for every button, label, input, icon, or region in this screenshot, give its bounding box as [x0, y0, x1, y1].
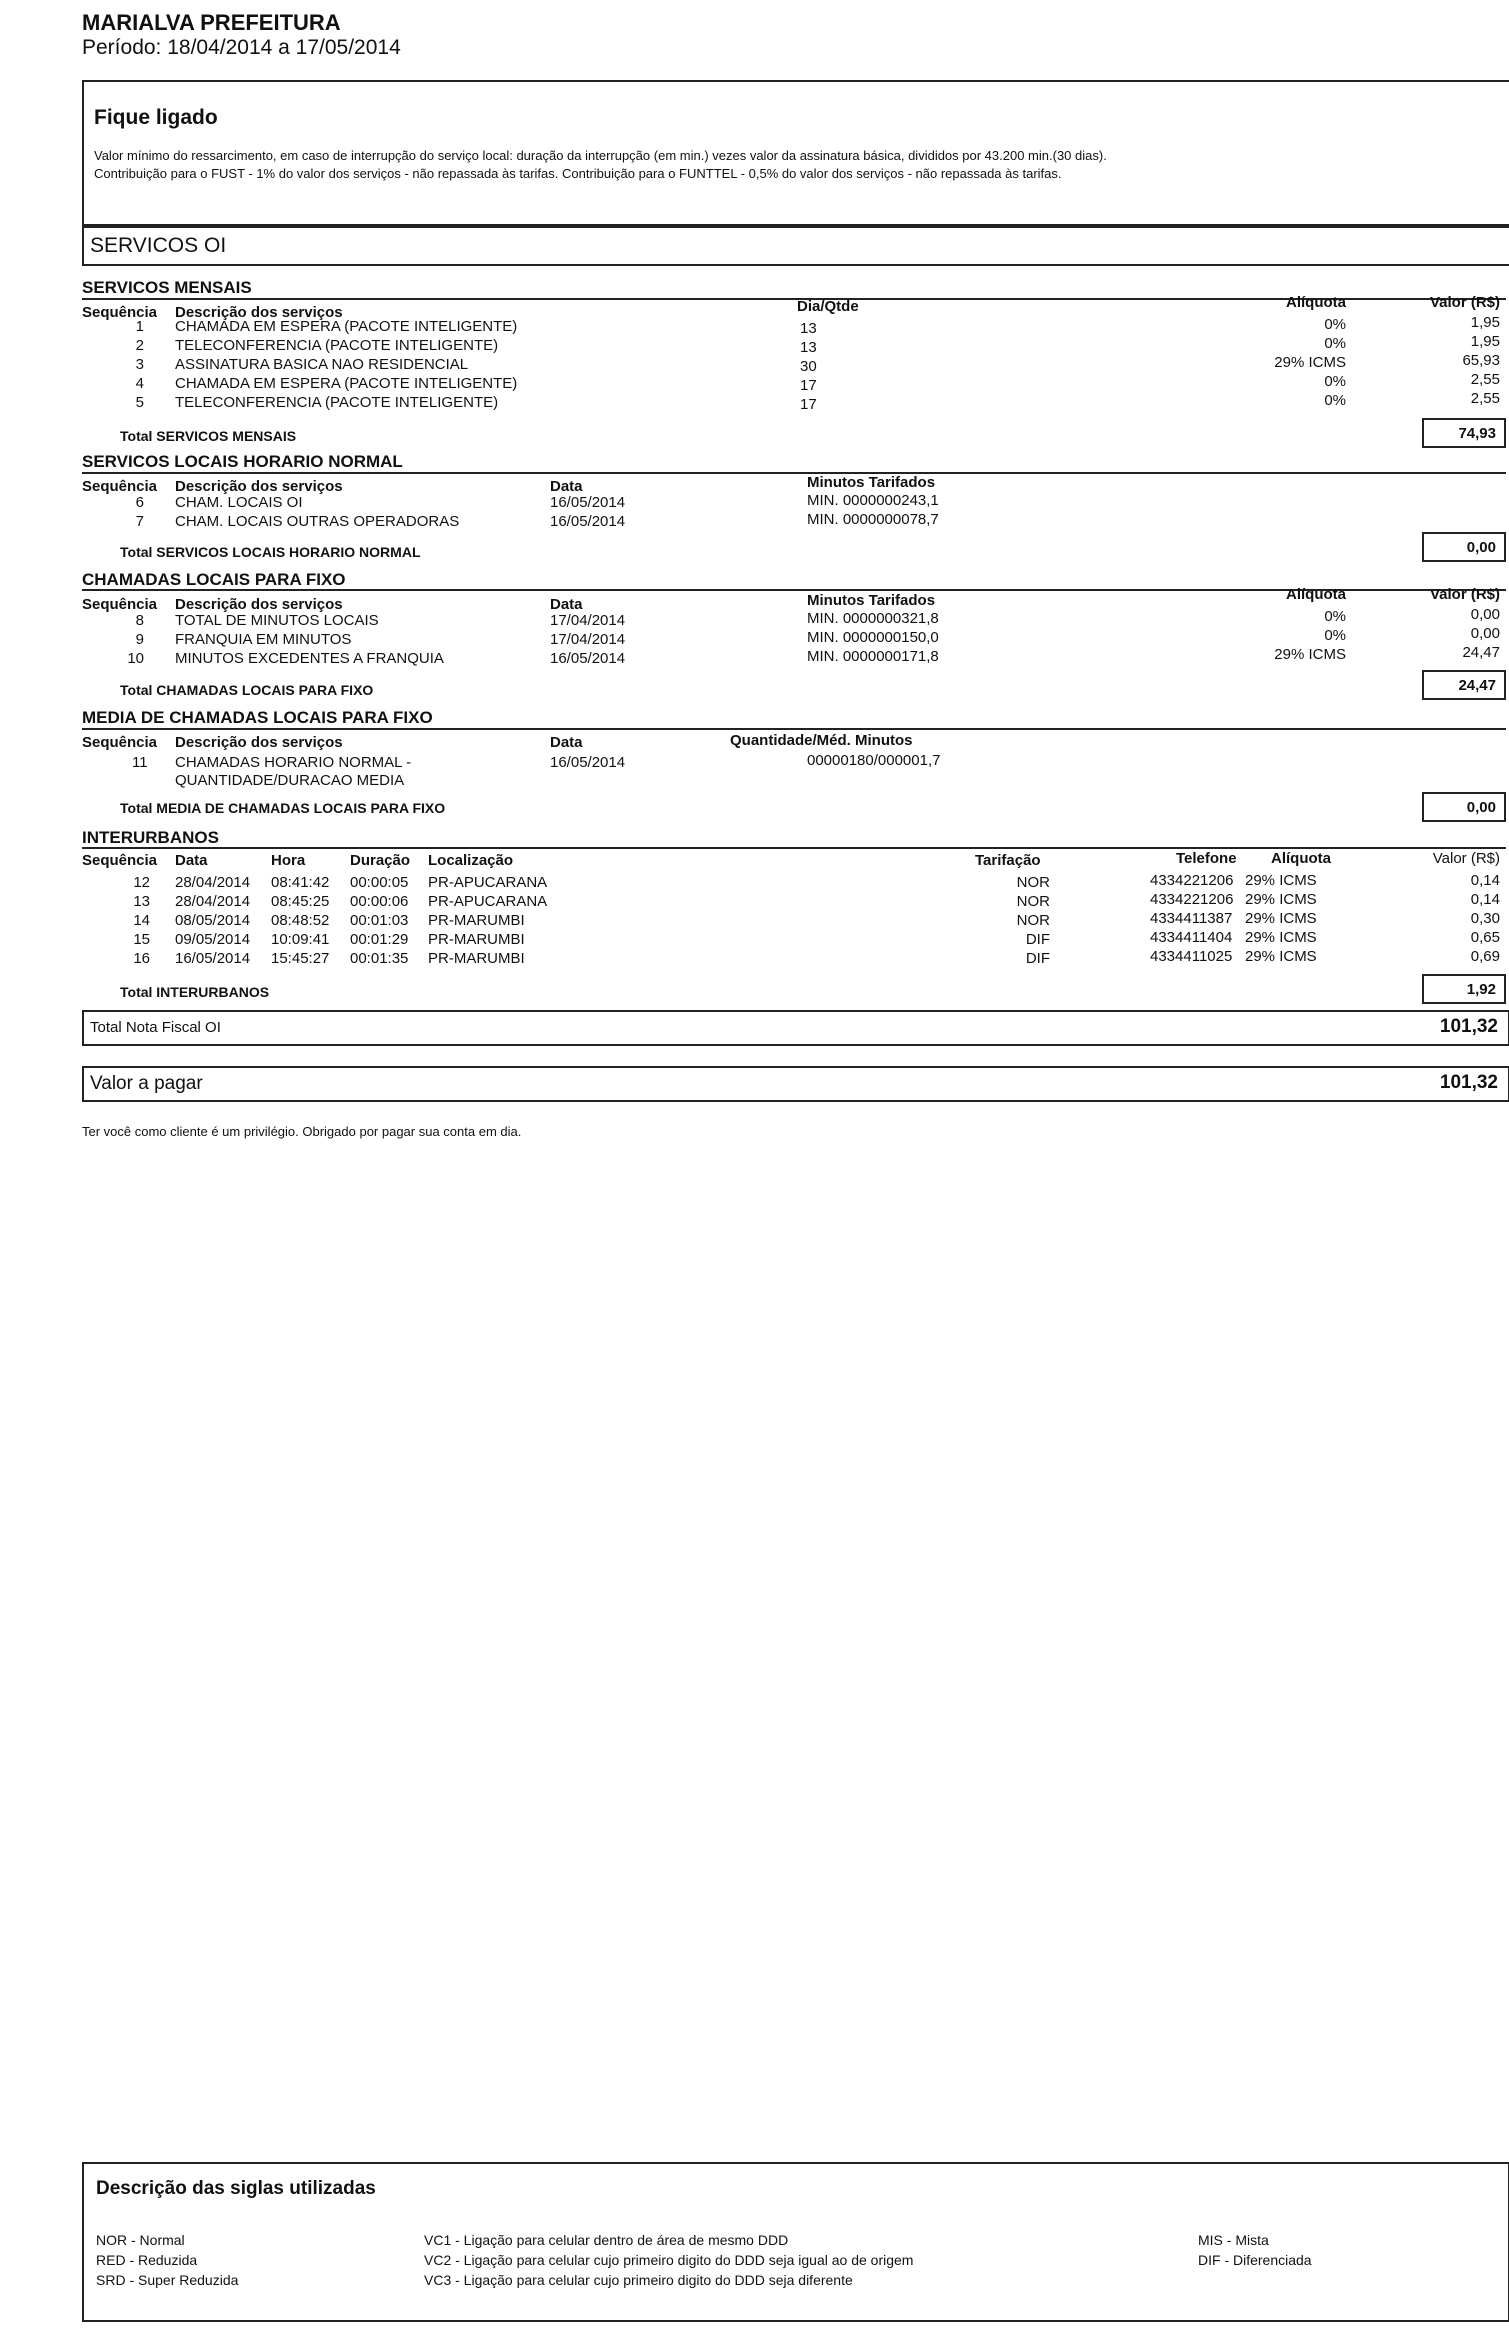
- row-desc: FRANQUIA EM MINUTOS: [175, 631, 352, 648]
- col-header-seq: Sequência: [82, 478, 158, 495]
- col-header-aliq: Alíquota: [1286, 586, 1346, 603]
- mensais-total-value: 74,93: [1422, 418, 1506, 448]
- interurbanos-title: INTERURBANOS: [82, 828, 219, 847]
- row-desc: MINUTOS EXCEDENTES A FRANQUIA: [175, 650, 444, 667]
- locais-normal-total-value: 0,00: [1422, 532, 1506, 562]
- fique-ligado-line1: Valor mínimo do ressarcimento, em caso de interrupção do serviço local: duração da interrupção (em min.) vezes valor da assinatura básica, divididos por 43.200 min.(30 dias).: [94, 148, 1107, 163]
- col-header-valor: Valor (R$): [1432, 850, 1500, 867]
- sigla-item: DIF - Diferenciada: [1198, 2252, 1312, 2268]
- thank-you-message: Ter você como cliente é um privilégio. Obrigado por pagar sua conta em dia.: [82, 1124, 522, 1139]
- locais-fixo-total-label: Total CHAMADAS LOCAIS PARA FIXO: [120, 682, 374, 698]
- row-telefone: 4334411387: [1150, 910, 1233, 927]
- row-hora: 10:09:41: [271, 931, 330, 948]
- total-nota-label: Total Nota Fiscal OI: [90, 1019, 221, 1036]
- row-valor: 1,95: [1470, 333, 1500, 350]
- row-seq: 10: [127, 650, 144, 667]
- row-seq: 16: [133, 950, 150, 967]
- media-title: MEDIA DE CHAMADAS LOCAIS PARA FIXO: [82, 708, 433, 727]
- row-duracao: 00:01:29: [350, 931, 409, 948]
- row-qtde: 17: [800, 377, 817, 394]
- row-seq: 14: [133, 912, 150, 929]
- company-name: MARIALVA PREFEITURA: [82, 10, 341, 35]
- row-valor: 0,00: [1470, 625, 1500, 642]
- row-valor: 24,47: [1462, 644, 1500, 661]
- locais-fixo-title: CHAMADAS LOCAIS PARA FIXO: [82, 570, 346, 589]
- sigla-item: RED - Reduzida: [96, 2252, 198, 2268]
- sigla-item: NOR - Normal: [96, 2232, 185, 2248]
- row-aliq: 29% ICMS: [1245, 910, 1317, 927]
- row-hora: 08:48:52: [271, 912, 330, 929]
- row-desc: CHAMADA EM ESPERA (PACOTE INTELIGENTE): [175, 318, 518, 335]
- row-desc: TELECONFERENCIA (PACOTE INTELIGENTE): [175, 394, 499, 411]
- row-valor: 2,55: [1470, 390, 1500, 407]
- row-data: 16/05/2014: [550, 494, 626, 511]
- row-duracao: 00:00:06: [350, 893, 409, 910]
- siglas-col2: [424, 2230, 913, 2290]
- billing-period: Período: 18/04/2014 a 17/05/2014: [82, 36, 401, 59]
- row-valor: 65,93: [1462, 352, 1500, 369]
- col-header-duracao: Duração: [350, 852, 411, 869]
- servicos-oi-title: SERVICOS OI: [90, 234, 227, 257]
- row-aliq: 29% ICMS: [1274, 354, 1346, 371]
- row-aliq: 29% ICMS: [1245, 948, 1317, 965]
- row-seq: 13: [133, 893, 150, 910]
- row-minutos: MIN. 0000000243,1: [807, 492, 939, 509]
- row-valor: 0,65: [1470, 929, 1500, 946]
- fique-ligado-box: [82, 80, 1509, 226]
- siglas-col1: [96, 2230, 238, 2290]
- valor-a-pagar-value: 101,32: [1439, 1072, 1498, 1093]
- row-telefone: 4334221206: [1150, 872, 1234, 889]
- valor-a-pagar-label: Valor a pagar: [90, 1073, 203, 1094]
- col-header-desc: Descrição dos serviços: [175, 596, 343, 613]
- row-qtde: 30: [800, 358, 817, 375]
- row-aliq: 0%: [1324, 392, 1346, 409]
- row-minutos: MIN. 0000000078,7: [807, 511, 939, 528]
- media-desc-1: CHAMADAS HORARIO NORMAL -: [175, 754, 412, 771]
- media-seq: 11: [132, 754, 148, 771]
- col-header-valor: Valor (R$): [1429, 586, 1500, 603]
- row-data: 09/05/2014: [175, 931, 251, 948]
- col-header-valor: Valor (R$): [1429, 294, 1500, 311]
- row-localizacao: PR-APUCARANA: [428, 893, 548, 910]
- media-data: 16/05/2014: [550, 754, 626, 771]
- fique-ligado-title: Fique ligado: [94, 106, 218, 129]
- col-header-seq: Sequência: [82, 852, 158, 869]
- sigla-item: SRD - Super Reduzida: [96, 2272, 239, 2288]
- row-aliq: 0%: [1324, 627, 1346, 644]
- row-seq: 7: [135, 513, 144, 530]
- row-aliq: 29% ICMS: [1245, 929, 1317, 946]
- row-valor: 2,55: [1470, 371, 1500, 388]
- row-desc: TOTAL DE MINUTOS LOCAIS: [175, 612, 379, 629]
- siglas-col3: [1198, 2230, 1312, 2270]
- row-hora: 08:45:25: [271, 893, 330, 910]
- row-aliq: 29% ICMS: [1274, 646, 1346, 663]
- divider: [82, 728, 1506, 730]
- col-header-telefone: Telefone: [1176, 850, 1237, 867]
- media-qtd: 00000180/000001,7: [807, 752, 941, 769]
- row-tarifacao: DIF: [1025, 931, 1050, 948]
- row-tarifacao: DIF: [1025, 950, 1050, 967]
- row-seq: 9: [135, 631, 144, 648]
- interurbanos-total-value: 1,92: [1422, 974, 1506, 1004]
- row-telefone: 4334411025: [1150, 948, 1233, 965]
- col-header-data: Data: [550, 478, 583, 495]
- col-header-data: Data: [550, 734, 583, 751]
- media-total-label: Total MEDIA DE CHAMADAS LOCAIS PARA FIXO: [120, 800, 446, 816]
- row-seq: 4: [135, 375, 144, 392]
- row-localizacao: PR-APUCARANA: [428, 874, 548, 891]
- row-minutos: MIN. 0000000150,0: [807, 629, 939, 646]
- row-data: 08/05/2014: [175, 912, 251, 929]
- row-localizacao: PR-MARUMBI: [428, 931, 525, 948]
- total-nota-fiscal-box: [82, 1010, 1509, 1046]
- row-data: 28/04/2014: [175, 893, 251, 910]
- row-hora: 08:41:42: [271, 874, 330, 891]
- col-header-data: Data: [175, 852, 208, 869]
- row-seq: 5: [135, 394, 144, 411]
- col-header-desc: Descrição dos serviços: [175, 734, 343, 751]
- row-duracao: 00:00:05: [350, 874, 409, 891]
- col-header-tarifacao: Tarifação: [975, 852, 1041, 869]
- valor-a-pagar-box: [82, 1066, 1509, 1102]
- row-aliq: 29% ICMS: [1245, 872, 1317, 889]
- locais-normal-title: SERVICOS LOCAIS HORARIO NORMAL: [82, 452, 403, 471]
- locais-fixo-total-value: 24,47: [1422, 670, 1506, 700]
- col-header-localizacao: Localização: [428, 852, 514, 869]
- col-header-min: Minutos Tarifados: [807, 592, 936, 609]
- row-data: 16/05/2014: [175, 950, 251, 967]
- col-header-hora: Hora: [271, 852, 306, 869]
- row-desc: CHAM. LOCAIS OUTRAS OPERADORAS: [175, 513, 460, 530]
- row-valor: 0,00: [1470, 606, 1500, 623]
- row-desc: CHAM. LOCAIS OI: [175, 494, 303, 511]
- row-aliq: 0%: [1324, 608, 1346, 625]
- row-duracao: 00:01:03: [350, 912, 409, 929]
- siglas-title: Descrição das siglas utilizadas: [96, 2178, 376, 2199]
- col-header-desc: Descrição dos serviços: [175, 478, 343, 495]
- col-header-data: Data: [550, 596, 583, 613]
- row-seq: 15: [133, 931, 150, 948]
- row-telefone: 4334411404: [1150, 929, 1233, 946]
- sigla-item: VC3 - Ligação para celular cujo primeiro digito do DDD seja diferente: [424, 2272, 853, 2288]
- divider: [82, 472, 1506, 474]
- row-aliq: 0%: [1324, 335, 1346, 352]
- row-valor: 0,14: [1470, 872, 1500, 889]
- row-tarifacao: NOR: [1016, 912, 1050, 929]
- row-seq: 2: [135, 337, 144, 354]
- row-qtde: 13: [800, 320, 817, 337]
- row-minutos: MIN. 0000000171,8: [807, 648, 939, 665]
- sigla-item: VC1 - Ligação para celular dentro de área de mesmo DDD: [424, 2232, 789, 2248]
- col-header-aliq: Alíquota: [1271, 850, 1331, 867]
- row-data: 16/05/2014: [550, 650, 626, 667]
- row-seq: 1: [135, 318, 144, 335]
- col-header-seq: Sequência: [82, 304, 158, 321]
- row-data: 16/05/2014: [550, 513, 626, 530]
- row-desc: TELECONFERENCIA (PACOTE INTELIGENTE): [175, 337, 499, 354]
- row-seq: 6: [135, 494, 144, 511]
- total-nota-value: 101,32: [1439, 1016, 1498, 1037]
- row-seq: 12: [133, 874, 150, 891]
- media-total-value: 0,00: [1422, 792, 1506, 822]
- col-header-seq: Sequência: [82, 734, 158, 751]
- row-localizacao: PR-MARUMBI: [428, 950, 525, 967]
- row-valor: 1,95: [1470, 314, 1500, 331]
- row-localizacao: PR-MARUMBI: [428, 912, 525, 929]
- row-qtde: 13: [800, 339, 817, 356]
- row-minutos: MIN. 0000000321,8: [807, 610, 939, 627]
- row-data: 17/04/2014: [550, 612, 626, 629]
- col-header-qtde: Dia/Qtde: [797, 298, 859, 315]
- row-qtde: 17: [800, 396, 817, 413]
- row-data: 17/04/2014: [550, 631, 626, 648]
- row-aliq: 0%: [1324, 316, 1346, 333]
- row-telefone: 4334221206: [1150, 891, 1234, 908]
- row-hora: 15:45:27: [271, 950, 330, 967]
- row-valor: 0,69: [1470, 948, 1500, 965]
- row-aliq: 0%: [1324, 373, 1346, 390]
- col-header-desc: Descrição dos serviços: [175, 304, 343, 321]
- row-tarifacao: NOR: [1016, 893, 1050, 910]
- sigla-item: MIS - Mista: [1198, 2232, 1269, 2248]
- interurbanos-total-label: Total INTERURBANOS: [120, 984, 270, 1000]
- sigla-item: VC2 - Ligação para celular cujo primeiro digito do DDD seja igual ao de origem: [424, 2252, 914, 2268]
- divider: [82, 847, 1506, 849]
- col-header-qtd: Quantidade/Méd. Minutos: [730, 732, 913, 749]
- servicos-oi-header: [82, 226, 1509, 266]
- col-header-min: Minutos Tarifados: [807, 474, 936, 491]
- row-seq: 3: [135, 356, 144, 373]
- row-data: 28/04/2014: [175, 874, 251, 891]
- col-header-seq: Sequência: [82, 596, 158, 613]
- siglas-box: [82, 2162, 1509, 2322]
- locais-normal-total-label: Total SERVICOS LOCAIS HORARIO NORMAL: [120, 544, 421, 560]
- fique-ligado-line2: Contribuição para o FUST - 1% do valor dos serviços - não repassada às tarifas. Contribuição para o FUNTTEL - 0,5% do valor dos serviços - não repassada às tarifas.: [94, 166, 1062, 181]
- row-aliq: 29% ICMS: [1245, 891, 1317, 908]
- row-tarifacao: NOR: [1016, 874, 1050, 891]
- row-desc: CHAMADA EM ESPERA (PACOTE INTELIGENTE): [175, 375, 518, 392]
- mensais-total-label: Total SERVICOS MENSAIS: [120, 428, 297, 444]
- mensais-title: SERVICOS MENSAIS: [82, 278, 252, 297]
- row-duracao: 00:01:35: [350, 950, 409, 967]
- col-header-aliq: Alíquota: [1286, 294, 1346, 311]
- row-valor: 0,14: [1470, 891, 1500, 908]
- row-valor: 0,30: [1470, 910, 1500, 927]
- row-desc: ASSINATURA BASICA NAO RESIDENCIAL: [175, 356, 469, 373]
- media-desc-2: QUANTIDADE/DURACAO MEDIA: [175, 772, 405, 789]
- row-seq: 8: [135, 612, 144, 629]
